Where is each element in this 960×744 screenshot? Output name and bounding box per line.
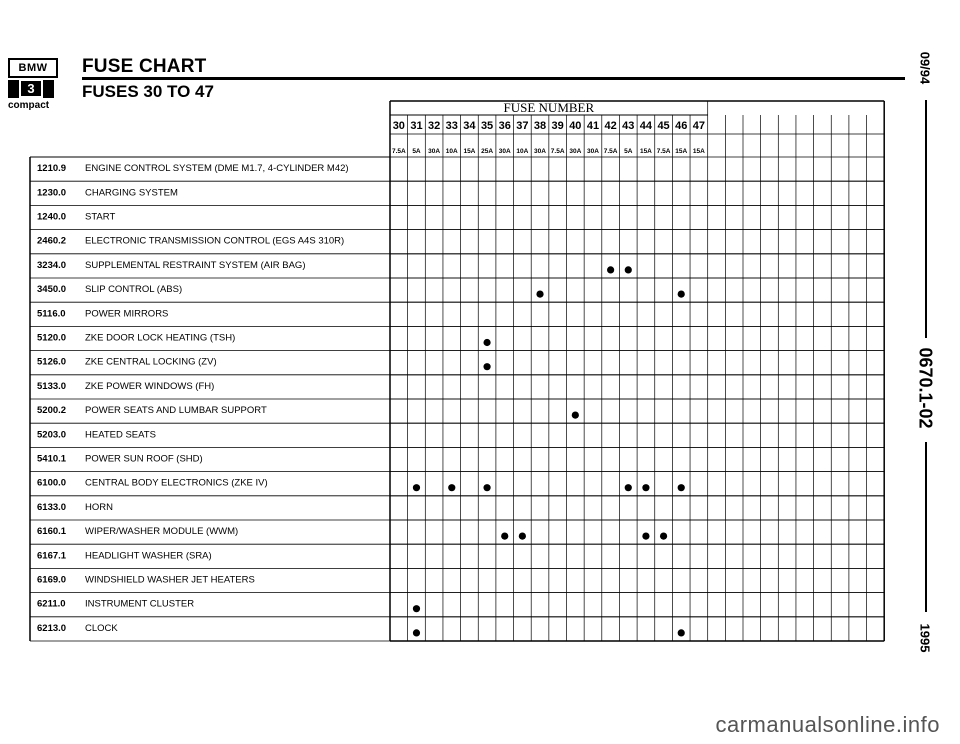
side-date: 09/94 xyxy=(917,51,933,85)
watermark: carmanualsonline.info xyxy=(715,712,940,737)
fuse-number-37: 37 xyxy=(516,120,529,132)
fuse-number-42: 42 xyxy=(604,120,617,132)
fuse-amp-42: 7.5A xyxy=(603,148,618,155)
fuse-amp-45: 7.5A xyxy=(656,148,671,155)
row-name: ZKE DOOR LOCK HEATING (TSH) xyxy=(85,332,236,344)
fuse-dot-6100.0-35 xyxy=(483,484,490,491)
row-code: 1240.0 xyxy=(37,211,67,223)
row-code: 3234.0 xyxy=(37,259,67,271)
row-name: HEATED SEATS xyxy=(85,429,156,441)
fuse-dot-6211.0-31 xyxy=(413,605,420,612)
row-code: 5120.0 xyxy=(37,332,67,344)
fuse-dot-3234.0-43 xyxy=(625,266,632,273)
fuse-amp-35: 25A xyxy=(481,148,494,155)
fuse-number-30: 30 xyxy=(392,120,405,132)
fuse-number-32: 32 xyxy=(428,120,441,132)
fuse-amp-31: 5A xyxy=(412,148,421,155)
fuse-number-41: 41 xyxy=(586,120,600,132)
fuse-dot-5200.2-40 xyxy=(572,412,579,419)
row-code: 5126.0 xyxy=(37,356,67,368)
row-name: START xyxy=(85,211,116,223)
fuse-number-36: 36 xyxy=(498,120,511,132)
fuse-amp-33: 10A xyxy=(445,148,458,155)
row-code: 6167.1 xyxy=(37,550,67,562)
fuse-dot-6100.0-43 xyxy=(625,484,632,491)
logo-subtitle: compact xyxy=(8,100,50,111)
fuse-dot-5120.0-35 xyxy=(483,339,490,346)
fuse-dot-6100.0-46 xyxy=(678,484,685,491)
fuse-dot-6100.0-33 xyxy=(448,484,455,491)
row-code: 5203.0 xyxy=(37,429,67,441)
row-code: 6169.0 xyxy=(37,574,67,586)
logo-model-number: 3 xyxy=(19,79,42,98)
fuse-number-46: 46 xyxy=(675,120,688,132)
fuse-dot-3450.0-38 xyxy=(536,291,543,298)
row-code: 6133.0 xyxy=(37,501,67,513)
fuse-dot-3234.0-42 xyxy=(607,266,614,273)
row-name: ZKE CENTRAL LOCKING (ZV) xyxy=(85,356,217,368)
fuse-dot-6213.0-31 xyxy=(413,629,420,636)
fuse-number-38: 38 xyxy=(533,120,547,132)
fuse-dot-6100.0-31 xyxy=(413,484,420,491)
fuse-dot-6100.0-44 xyxy=(642,484,649,491)
fuse-amp-38: 30A xyxy=(534,148,546,155)
row-code: 5116.0 xyxy=(37,308,66,320)
row-code: 5133.0 xyxy=(37,380,67,392)
side-section-code: 0670.1-02 xyxy=(915,347,936,429)
fuse-amp-36: 30A xyxy=(498,148,511,155)
logo-brand: BMW xyxy=(8,58,58,78)
circuit-rows xyxy=(37,163,349,634)
fuse-dot-6160.1-36 xyxy=(501,533,508,540)
fuse-number-31: 31 xyxy=(410,120,423,132)
fuse-amp-39: 7.5A xyxy=(550,148,565,155)
row-code: 2460.2 xyxy=(37,235,67,247)
row-name: WIPER/WASHER MODULE (WWM) xyxy=(85,526,239,538)
row-name: INSTRUMENT CLUSTER xyxy=(85,598,195,610)
row-name: WINDSHIELD WASHER JET HEATERS xyxy=(85,574,255,586)
row-code: 5200.2 xyxy=(37,405,67,417)
row-name: CLOCK xyxy=(85,622,118,634)
fuse-amp-44: 15A xyxy=(639,148,652,155)
fuse-number-43: 43 xyxy=(622,120,635,132)
row-code: 6211.0 xyxy=(37,598,66,610)
fuse-number-45: 45 xyxy=(657,120,670,132)
fuse-amp-34: 15A xyxy=(463,148,476,155)
fuse-amp-43: 5A xyxy=(624,148,633,155)
fuse-amp-41: 30A xyxy=(587,148,599,155)
fuse-number-34: 34 xyxy=(463,120,476,132)
fuse-amp-47: 15A xyxy=(692,148,705,155)
row-code: 1210.9 xyxy=(37,163,67,175)
page-title: FUSE CHART xyxy=(82,56,207,77)
row-code: 1230.0 xyxy=(37,187,67,199)
row-name: ZKE POWER WINDOWS (FH) xyxy=(85,380,215,392)
fuse-amp-30: 7.5A xyxy=(391,148,406,155)
fuse-dot-3450.0-46 xyxy=(678,291,685,298)
row-code: 6100.0 xyxy=(37,477,67,489)
row-name: CHARGING SYSTEM xyxy=(85,187,178,199)
fuse-amp-46: 15A xyxy=(675,148,688,155)
row-name: HORN xyxy=(85,501,113,513)
row-name: SUPPLEMENTAL RESTRAINT SYSTEM (AIR BAG) xyxy=(85,259,306,271)
row-name: ENGINE CONTROL SYSTEM (DME M1.7, 4-CYLINDER M42) xyxy=(85,163,349,175)
fuse-number-40: 40 xyxy=(569,120,582,132)
fuse-amp-32: 30A xyxy=(428,148,441,155)
fuse-number-47: 47 xyxy=(692,120,705,132)
fuse-dot-5126.0-35 xyxy=(483,363,490,370)
fuse-amp-40: 30A xyxy=(569,148,582,155)
row-code: 6213.0 xyxy=(37,622,67,634)
fuse-number-35: 35 xyxy=(480,120,494,132)
fuse-amp-37: 10A xyxy=(516,148,529,155)
fuse-dot-6160.1-45 xyxy=(660,533,667,540)
row-name: SLIP CONTROL (ABS) xyxy=(85,284,183,296)
row-name: HEADLIGHT WASHER (SRA) xyxy=(85,550,212,562)
fuse-number-44: 44 xyxy=(639,120,653,132)
row-name: POWER MIRRORS xyxy=(85,308,169,320)
row-name: CENTRAL BODY ELECTRONICS (ZKE IV) xyxy=(85,477,268,489)
fuse-number-39: 39 xyxy=(551,120,564,132)
row-name: ELECTRONIC TRANSMISSION CONTROL (EGS A4S 310R) xyxy=(85,235,345,247)
fuse-number-33: 33 xyxy=(445,120,458,132)
fuse-dot-6213.0-46 xyxy=(678,629,685,636)
row-code: 6160.1 xyxy=(37,526,67,538)
row-code: 5410.1 xyxy=(37,453,67,465)
fuse-dot-6160.1-44 xyxy=(642,533,649,540)
fuse-dot-6160.1-37 xyxy=(519,533,526,540)
row-code: 3450.0 xyxy=(37,284,67,296)
fuse-number-header: FUSE NUMBER xyxy=(503,100,595,115)
row-name: POWER SUN ROOF (SHD) xyxy=(85,453,203,465)
row-name: POWER SEATS AND LUMBAR SUPPORT xyxy=(85,405,267,417)
page-subtitle: FUSES 30 TO 47 xyxy=(82,82,214,101)
side-year: 1995 xyxy=(917,623,933,653)
